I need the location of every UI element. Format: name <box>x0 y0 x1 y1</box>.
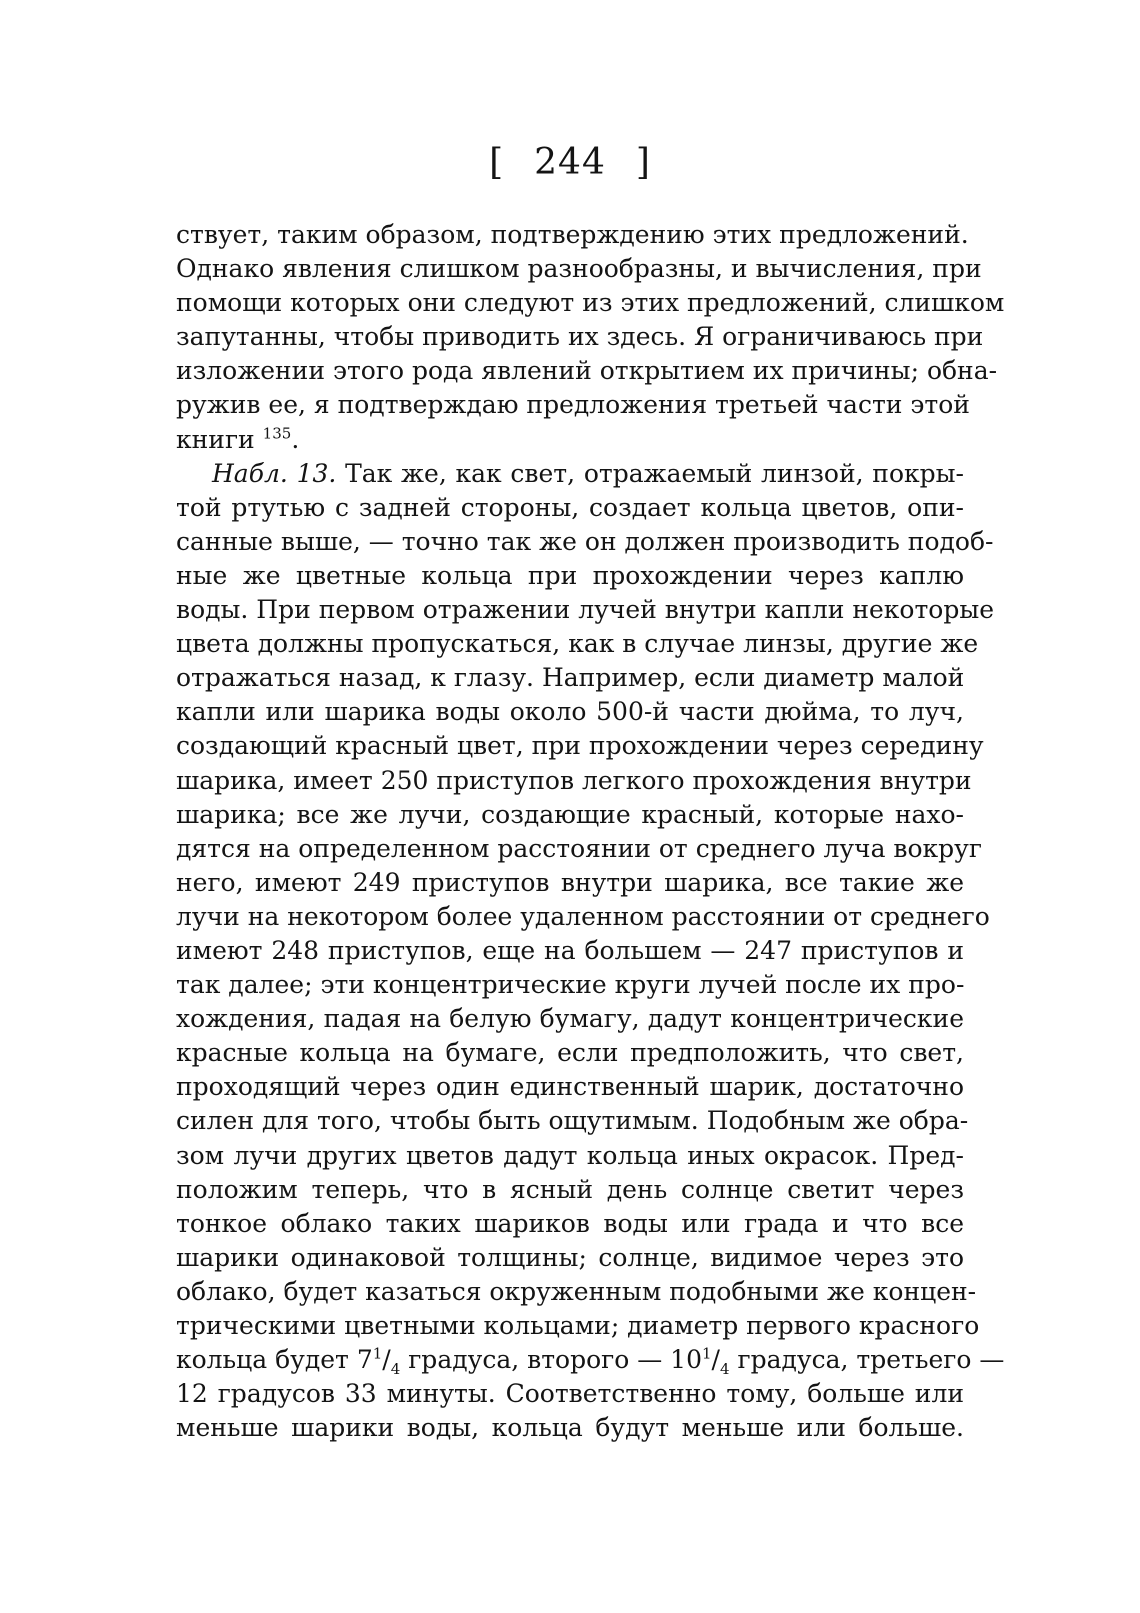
page-number-value: 244 <box>534 142 606 183</box>
text-line: той ртутью с задней стороны, создает кольца цветов, опи- <box>176 492 964 522</box>
text-line: изложении этого рода явлений открытием их причины; обна- <box>176 356 998 386</box>
text-line-last <box>176 423 964 457</box>
text-line: хождения, падая на белую бумагу, дадут концентрические <box>176 1004 964 1034</box>
text-line: положим теперь, что в ясный день солнце светит через <box>176 1174 964 1204</box>
footnote-reference: 135 <box>262 424 292 443</box>
text-fragment: градуса, третьего — <box>729 1345 1005 1375</box>
text-line: силен для того, чтобы быть ощутимым. Подобным же обра- <box>176 1106 969 1136</box>
text-line: помощи которых они следуют из этих предложений, слишком <box>176 288 1005 318</box>
fraction-denominator: 4 <box>390 1360 401 1379</box>
text-line: воды. При первом отражении лучей внутри капли некоторые <box>176 595 995 625</box>
fraction-one-quarter: $^1/_4$ <box>372 1344 401 1379</box>
text-line: цвета должны пропускаться, как в случае линзы, другие же <box>176 629 979 659</box>
text-line: имеют 248 приступов, еще на большем — 247 приступов и <box>176 935 964 965</box>
text-fragment: книги <box>176 424 255 454</box>
text-line: создающий красный цвет, при прохождении через середину <box>176 731 984 761</box>
text-line-first <box>176 457 964 491</box>
text-line: так далее; эти концентрические круги лучей после их про- <box>176 970 965 1000</box>
text-line: него, имеют 249 приступов внутри шарика, все такие же <box>176 867 964 897</box>
paragraph-2 <box>176 457 1005 1446</box>
text-line: трическими цветными кольцами; диаметр первого красного <box>176 1311 980 1340</box>
text-line: Однако явления слишком разнообразны, и вычисления, при <box>176 254 982 284</box>
text-line: ствует, таким образом, подтверждению этих предложений. <box>176 220 969 249</box>
text-line: ружив ее, я подтверждаю предложения третьей части этой <box>176 390 970 420</box>
text-line: отражаться назад, к глазу. Например, если диаметр малой <box>176 663 965 693</box>
text-line: проходящий через один единственный шарик, достаточно <box>176 1072 964 1102</box>
text-line: шарики одинаковой толщины; солнце, видимое через это <box>176 1242 964 1272</box>
text-line: тонкое облако таких шариков воды или града и что все <box>176 1208 964 1238</box>
page-number-left-bracket: [ <box>489 142 505 183</box>
fraction-numerator: 1 <box>702 1344 712 1363</box>
fraction-denominator: 4 <box>719 1360 730 1379</box>
text-line: дятся на определенном расстоянии от среднего луча вокруг <box>176 833 982 863</box>
text-line: облако, будет казаться окруженным подобными же концен- <box>176 1276 977 1306</box>
fraction-numerator: 1 <box>372 1344 383 1363</box>
text-line: санные выше, — точно так же он должен производить подоб- <box>176 526 994 556</box>
text-line: красные кольца на бумаге, если предположить, что свет, <box>176 1038 964 1068</box>
text-line-fractions <box>176 1343 1005 1379</box>
observation-label: Набл. 13. <box>212 458 337 488</box>
text-line: шарика; все же лучи, создающие красный, которые нахо- <box>176 799 964 829</box>
text-line: ные же цветные кольца при прохождении через каплю <box>176 560 964 590</box>
text-fragment: градуса, второго — 10 <box>400 1345 702 1375</box>
text-line: лучи на некотором более удаленном расстоянии от среднего <box>176 901 990 931</box>
text-fragment: . <box>291 424 300 454</box>
text-fragment: кольца будет 7 <box>176 1345 373 1375</box>
page-number <box>0 142 1140 183</box>
text-line: меньше шарики воды, кольца будут меньше или больше. <box>176 1413 964 1443</box>
text-line: зом лучи других цветов дадут кольца иных окрасок. Пред- <box>176 1140 964 1170</box>
text-line: 12 градусов 33 минуты. Соответственно тому, больше или <box>176 1379 964 1409</box>
text-fragment: Так же, как свет, отражаемый линзой, покры- <box>345 458 964 488</box>
text-line: шарика, имеет 250 приступов легкого прохождения внутри <box>176 765 972 795</box>
text-line: запутанны, чтобы приводить их здесь. Я ограничиваюсь при <box>176 322 984 352</box>
text-line: капли или шарика воды около 500-й части дюйма, то луч, <box>176 697 964 727</box>
body-text <box>176 218 1005 1445</box>
page-number-right-bracket: ] <box>635 142 651 183</box>
paragraph-1 <box>176 218 1005 457</box>
fraction-one-quarter: $^1/_4$ <box>702 1344 730 1379</box>
